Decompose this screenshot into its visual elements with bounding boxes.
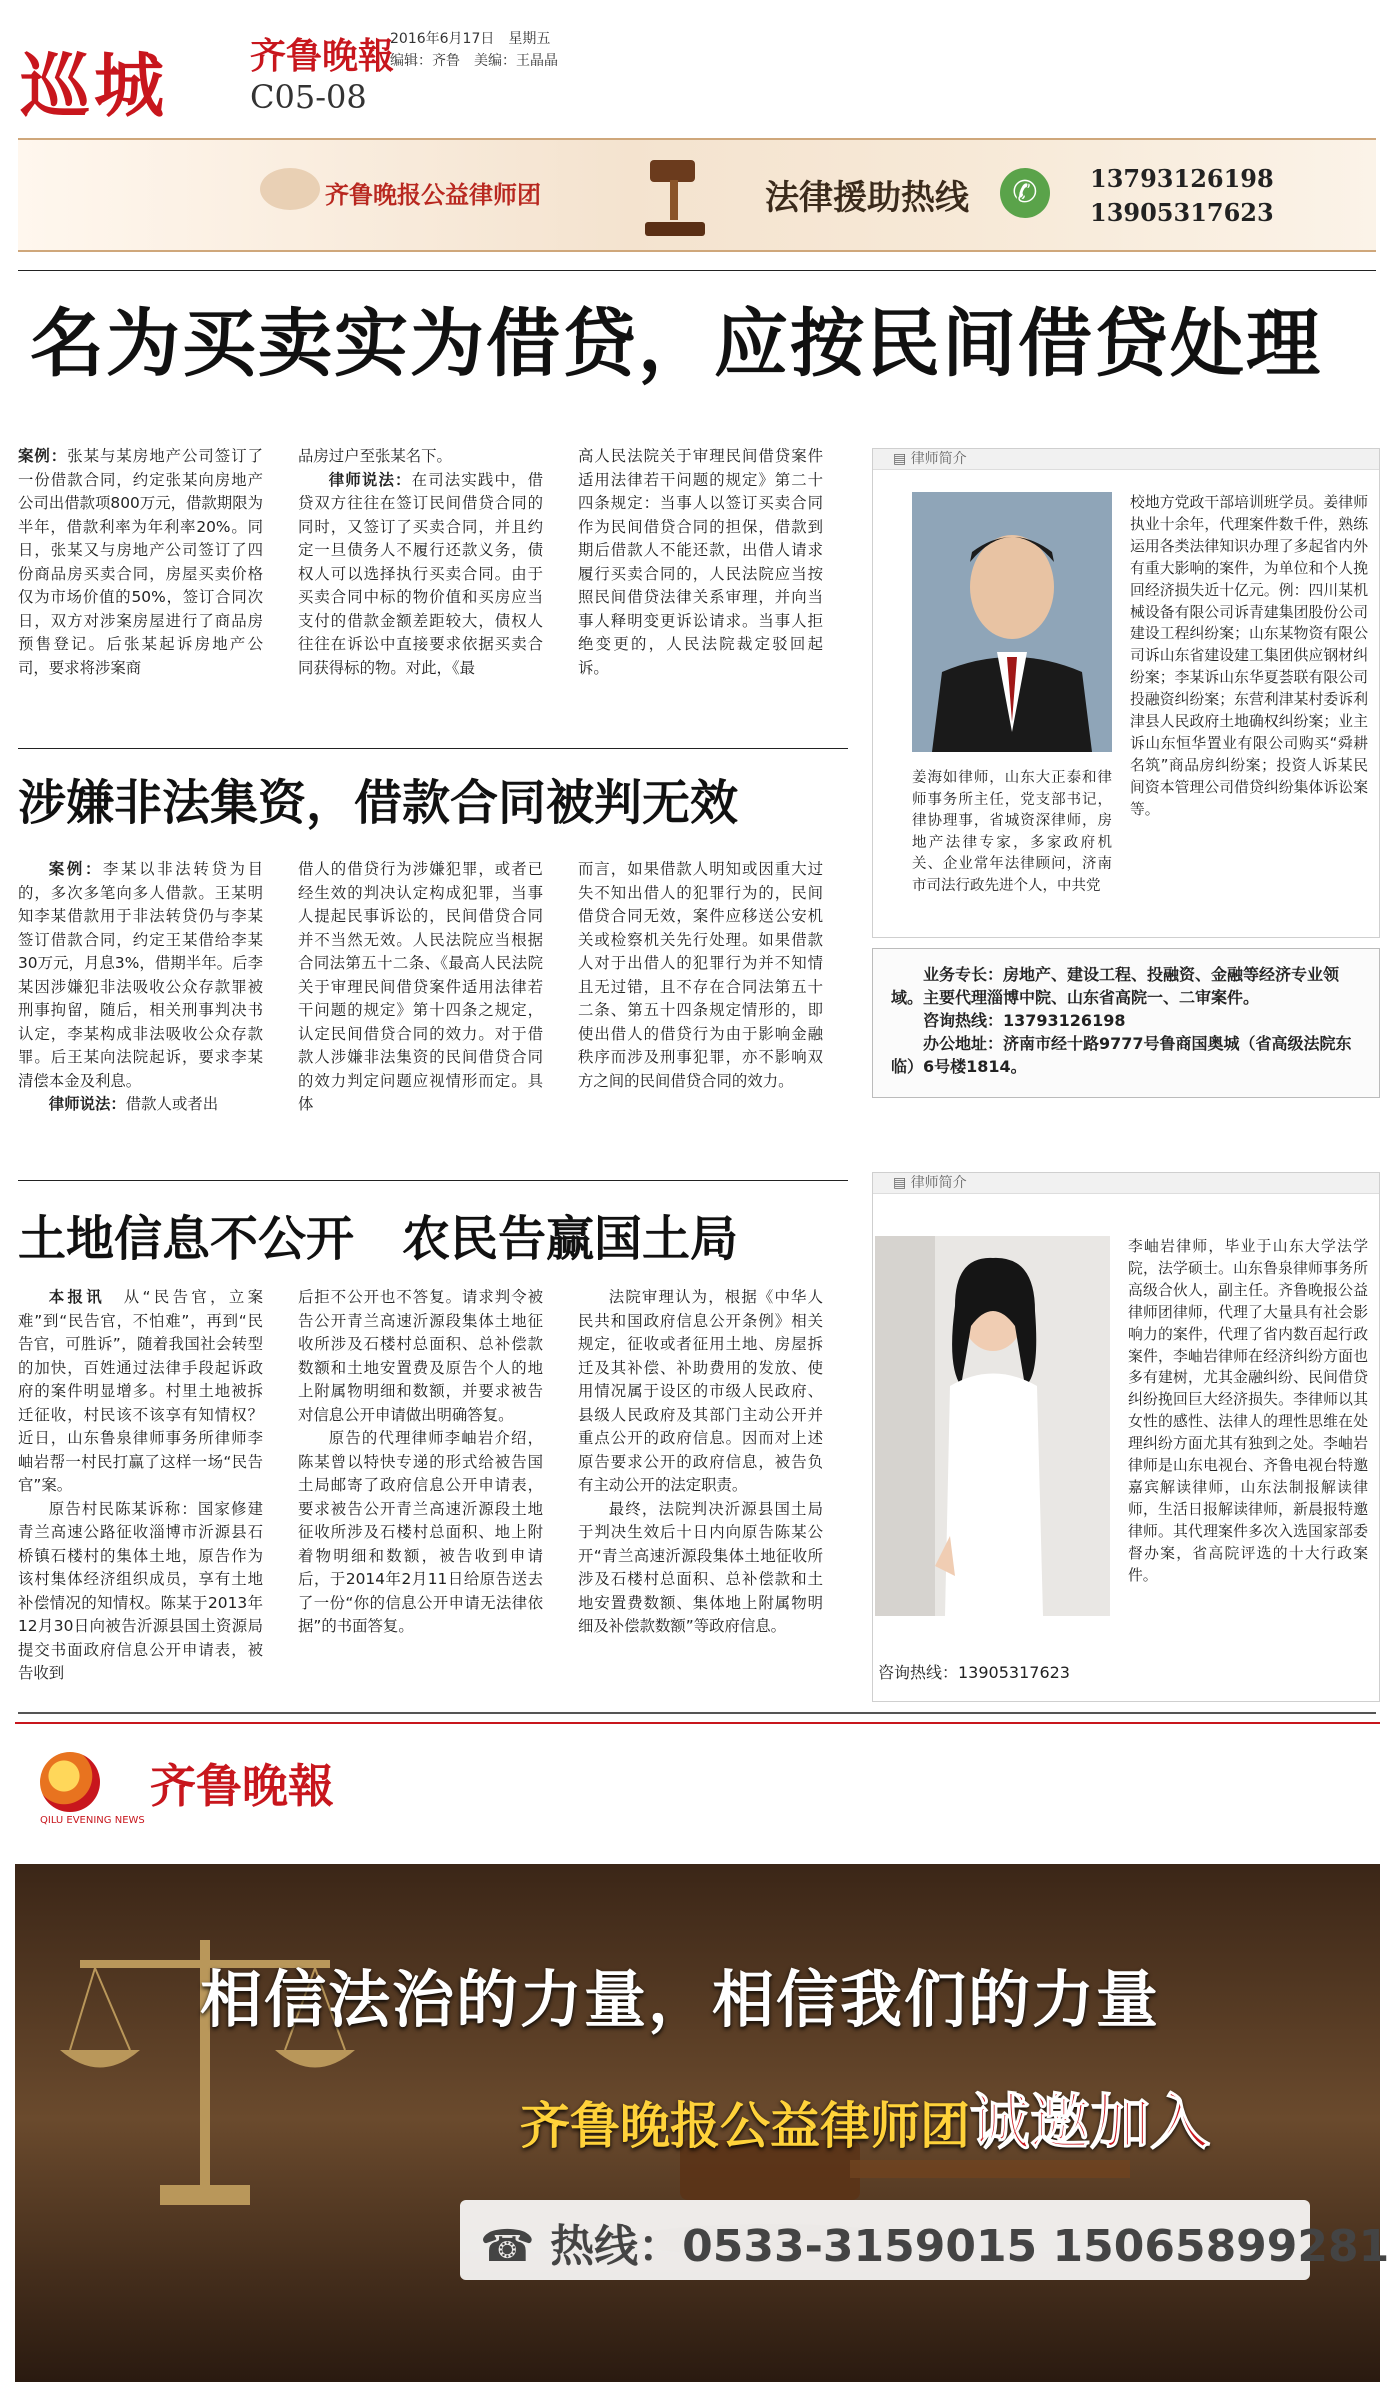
paragraph: 借款人或者出: [125, 1095, 219, 1113]
document-icon: ▤: [893, 451, 907, 467]
ad-hotline-text: 热线：0533-3159015 15065899281: [550, 2221, 1390, 2272]
box-title: 律师简介: [910, 451, 967, 467]
paragraph: 在司法实践中，借贷双方往往在签订民间借贷合同的同时，又签订了买卖合同，并且约定一旦债务人不履行还款义务，债权人可以选择执行买卖合同。由于买卖合同中标的物价值和买房应当支付的借款金额差距较大，债权人往往在诉讼中直接要求依据买卖合同获得标的物。对此，《最: [298, 470, 543, 677]
divider: [18, 270, 1376, 271]
paragraph: 品房过户至张某名下。: [298, 447, 452, 465]
banner-org-name: 齐鲁晚报公益律师团: [325, 181, 541, 209]
paragraph: 李某以非法转贷为目的，多次多笔向多人借款。王某明知李某借款用于非法转贷仍与李某签订借款合同，约定王某借给李某30万元，月息3%，借期半年。后李某因涉嫌犯非法吸收公众存款罪被刑事拘留，随后，相关刑事判决书认定，李某构成非法吸收公众存款罪。后王某向法院起诉，要求李某清偿本金及利息。: [18, 860, 263, 1090]
article-3-headline: 土地信息不公开 农民告赢国土局: [18, 1211, 739, 1267]
header-meta: [390, 28, 558, 72]
article-1-headline: 名为买卖实为借贷，应按民间借贷处理: [30, 301, 1322, 387]
article-3-column-2: [298, 1286, 543, 1706]
box-title: 律师简介: [910, 1175, 967, 1191]
paragraph: 原告村民陈某诉称：国家修建青兰高速公路征收淄博市沂源县石桥镇石楼村的集体土地，原告作为该村集体经济组织成员，享有土地补偿情况的知情权。陈某于2013年12月30日向被告沂源县国土资源局提交书面政府信息公开申请表，被告收到: [18, 1499, 263, 1682]
box-header: [873, 449, 1379, 470]
date-line: 2016年6月17日 星期五: [390, 31, 551, 47]
newspaper-logo: 齐鲁晚報: [250, 35, 395, 77]
divider: [18, 748, 848, 749]
paragraph: 法院审理认为，根据《中华人民共和国政府信息公开条例》相关规定，征收或者征用土地、房屋拆迁及其补偿、补助费用的发放、使用情况属于设区的市级人民政府、县级人民政府及其部门主动公开并重点公开的政府信息。因而对上述原告要求公开的政府信息，被告负有主动公开的法定职责。: [578, 1288, 823, 1494]
ad-hotline: [480, 2210, 1389, 2274]
article-2-column-2: [298, 858, 543, 1148]
slogan-invite-word: 诚邀加入: [970, 2088, 1210, 2158]
label: 律师说法：: [328, 470, 412, 489]
article-1-column-3: [578, 445, 823, 705]
paragraph: 从“民告官，立案难”到“民告官，不怕难”，再到“民告官，可胜诉”，随着我国社会转型的加快，百姓通过法律手段起诉政府的案件明显增多。村里土地被拆迁征收，村民该不该享有知情权？近日，山东鲁泉律师事务所律师李岫岩帮一村民打赢了这样一场“民告官”案。: [18, 1288, 263, 1494]
paragraph: 后拒不公开也不答复。请求判令被告公开青兰高速沂源段集体土地征收所涉及石楼村总面积、总补偿款数额和土地安置费及原告个人的地上附属物明细和数额，并要求被告对信息公开申请做出明确答复。: [298, 1288, 543, 1424]
phone-icon: ☎: [480, 2221, 535, 2272]
document-icon: ▤: [893, 1175, 907, 1191]
banner-hotline-label: 法律援助热线: [765, 178, 969, 218]
page-number: C05-08: [250, 78, 367, 116]
lawyer-2-photo: [875, 1236, 1110, 1616]
consult-hotline: 咨询热线：13793126198: [923, 1011, 1126, 1030]
phone-icon: ✆: [1000, 168, 1050, 218]
article-2-headline: 涉嫌非法集资，借款合同被判无效: [18, 775, 739, 831]
article-3-column-1: [18, 1286, 263, 1706]
paragraph: 借人的借贷行为涉嫌犯罪，或者已经生效的判决认定构成犯罪，当事人提起民事诉讼的，民间借贷合同并不当然无效。人民法院应当根据合同法第五十二条、《最高人民法院关于审理民间借贷案件适用法律若干问题的规定》第十四条之规定，认定民间借贷合同的效力。对于借款人涉嫌非法集资的民间借贷合同的效力判定问题应视情形而定。具体: [298, 860, 543, 1113]
label: 本报讯: [48, 1288, 106, 1306]
editor-line: 编辑：齐鲁 美编：王晶晶: [390, 53, 558, 69]
article-1-column-1: [18, 445, 263, 705]
slogan-org: 齐鲁晚报公益律师团: [520, 2097, 970, 2155]
article-2-column-3: [578, 858, 823, 1148]
divider: [18, 1180, 848, 1181]
ad-brand-en: QILU EVENING NEWS: [40, 1815, 145, 1826]
banner-phone: 13905317623: [1090, 198, 1274, 227]
paragraph: 而言，如果借款人明知或因重大过失不知出借人的犯罪行为的，民间借贷合同无效，案件应移送公安机关或检察机关先行处理。如果借款人对于出借人的犯罪行为并不知情且无过错，且不存在合同法第五十二条、第五十四条规定情形的，即使出借人的借贷行为由于影响金融秩序而涉及刑事犯罪，亦不影响双方之间的民间借贷合同的效力。: [578, 860, 823, 1090]
section-title: 巡城: [20, 45, 168, 127]
paragraph: 高人民法院关于审理民间借贷案件适用法律若干问题的规定》第二十四条规定：当事人以签订买卖合同作为民间借贷合同的担保，借款到期后借款人不能还款，出借人请求履行买卖合同的，人民法院应当按照民间借贷法律关系审理，并向当事人释明变更诉讼请求。当事人拒绝变更的，人民法院裁定驳回起诉。: [578, 447, 823, 677]
lawyer-1-bio: 校地方党政干部培训班学员。姜律师执业十余年，代理案件数千件，熟练运用各类法律知识办理了多起省内外有重大影响的案件，为单位和个人挽回经济损失近十亿元。例：四川某机械设备有限公司诉青建集团股份公司建设工程纠纷案；山东某物资有限公司诉山东省建设建工集团供应钢材纠纷案；李某诉山东华夏荟联有限公司投融资纠纷案；东营利津某村委诉利津县人民政府土地确权纠纷案；业主诉山东恒华置业有限公司购买“舜耕名筑”商品房纠纷案；投资人诉某民间资本管理公司借贷纠纷集体诉讼案等。: [1130, 494, 1368, 818]
gavel-icon: [640, 150, 710, 240]
lawyer-1-business-box: [872, 948, 1380, 1098]
label: 案例：: [18, 447, 68, 465]
lawyer-1-photo: [912, 492, 1112, 752]
banner-phones: [1090, 162, 1274, 230]
article-2-column-1: [18, 858, 263, 1148]
article-3-column-3: [578, 1286, 823, 1706]
ad-slogan-invite: [520, 2075, 1210, 2161]
lawyer-2-hotline: 咨询热线：13905317623: [878, 1663, 1070, 1682]
divider: [18, 1712, 1376, 1714]
paragraph: 张某与某房地产公司签订了一份借款合同，约定张某向房地产公司出借款项800万元，借款期限为半年，借款利率为年利率20%。同日，张某又与房地产公司签订了四份商品房买卖合同，房屋买卖价格仅为市场价值的50%，签订合同次日，双方对涉案房屋进行了商品房预售登记。后张某起诉房地产公司，要求将涉案商: [18, 447, 263, 677]
paragraph: 最终，法院判决沂源县国土局于判决生效后十日内向原告陈某公开“青兰高速沂源段集体土地征收所涉及石楼村总面积、总补偿款和土地安置费数额、集体地上附属物明细及补偿款数额”等政府信息。: [578, 1499, 823, 1635]
newspaper-logo-icon: [40, 1752, 100, 1812]
ad-brand: 齐鲁晚報: [150, 1759, 334, 1813]
label: 律师说法：: [48, 1095, 126, 1113]
lawyer-2-portrait: [875, 1236, 1110, 1616]
business-specialty: 业务专长：房地产、建设工程、投融资、金融等经济专业领域。主要代理淄博中院、山东省高院一、二审案件。: [891, 965, 1340, 1007]
office-address: 办公地址：济南市经十路9777号鲁商国奥城（省高级法院东临）6号楼1814。: [891, 1034, 1352, 1076]
article-1-column-2: [298, 445, 543, 705]
lawyer-1-caption: 姜海如律师，山东大正泰和律师事务所主任，党支部书记，律协理事，省城资深律师，房地产法律专家，多家政府机关、企业常年法律顾问，济南市司法行政先进个人，中共党: [912, 770, 1112, 894]
cloud-ornament-icon: [260, 168, 320, 210]
lawyer-2-bio: 李岫岩律师，毕业于山东大学法学院，法学硕士。山东鲁泉律师事务所高级合伙人，副主任。齐鲁晚报公益律师团律师，代理了大量具有社会影响力的案件，代理了省内数百起行政案件，李岫岩律师在经济纠纷方面也多有建树，尤其金融纠纷、民间借贷纠纷挽回巨大经济损失。李律师以其女性的感性、法律人的理性思维在处理纠纷方面尤其有独到之处。李岫岩律师是山东电视台、齐鲁电视台特邀嘉宾解读律师，山东法制报解读律师，生活日报解读律师，新晨报特邀律师。其代理案件多次入选国家部委督办案，省高院评选的十大行政案件。: [1128, 1238, 1368, 1584]
ad-slogan-main: 相信法治的力量，相信我们的力量: [200, 1963, 1161, 2036]
banner-phone: 13793126198: [1090, 164, 1274, 193]
box-header: [873, 1173, 1379, 1194]
paragraph: 原告的代理律师李岫岩介绍，陈某曾以特快专递的形式给被告国土局邮寄了政府信息公开申请表，要求被告公开青兰高速沂源段土地征收所涉及石楼村总面积、地上附着物明细和数额，被告收到申请后，于2014年2月11日给原告送去了一份“你的信息公开申请无法律依据”的书面答复。: [298, 1429, 543, 1635]
lawyer-1-portrait: [912, 492, 1112, 752]
label: 案例：: [48, 860, 104, 878]
